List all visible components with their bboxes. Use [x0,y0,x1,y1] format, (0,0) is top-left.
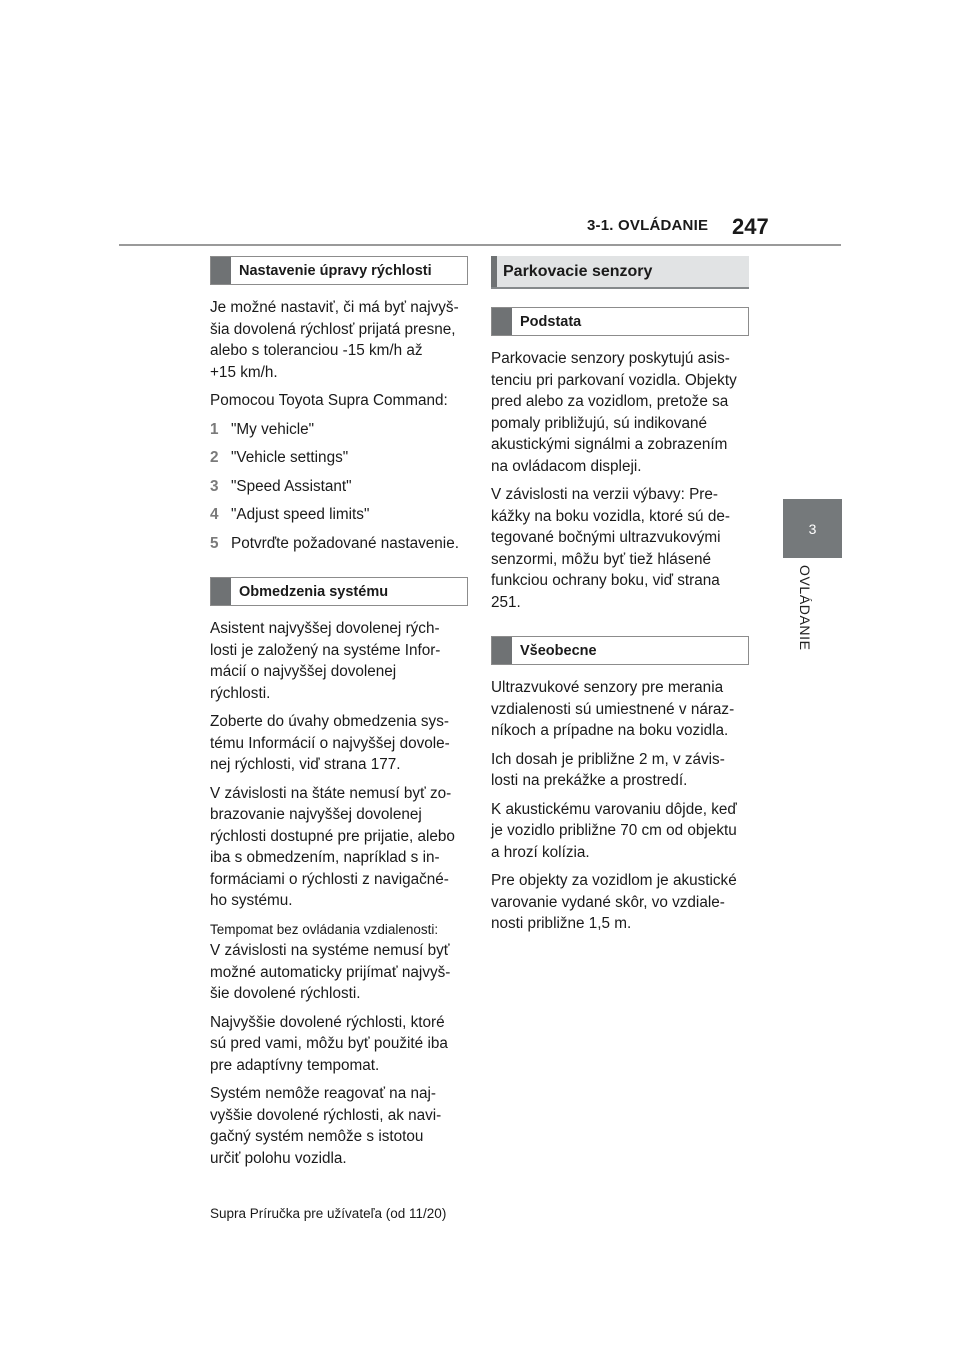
heading-label: Nastavenie úpravy rýchlosti [239,262,432,279]
heading-marker [211,257,231,284]
heading-label: Parkovacie senzory [503,262,653,280]
section-heading [491,256,749,289]
paragraph: Ich dosah je približne 2 m, v závis- losti na prekážke a prostredí. [491,750,725,789]
section-header: 3-1. OVLÁDANIE [587,217,709,234]
header-rule [119,244,841,246]
heading-label: Všeobecne [520,642,597,659]
paragraph: Ultrazvukové senzory pre merania vzdialenosti sú umiestnené v náraz- níkoch a prípadne na boku vozidla. [491,679,735,739]
step-item: 5 Potvrďte požadované nastavenie. [210,534,459,552]
chapter-number: 3 [808,520,817,537]
heading-marker [492,637,512,664]
paragraph: Zoberte do úvahy obmedzenia sys- tému Informácií o najvyššej dovole- nej rýchlosti, viď strana 177. [210,713,450,773]
paragraph: Pre objekty za vozidlom je akustické varovanie vydané skôr, vo vzdiale- nosti približne 1,5 m. [491,872,737,932]
paragraph: V závislosti na verzii výbavy: Pre- kážky na boku vozidla, ktoré sú de- tegované bočnými ultrazvukovými senzormi, môžu byť tiež hlásené funkciou ochrany boku, viď strana 251. [491,486,730,611]
paragraph: V závislosti na štáte nemusí byť zo- brazovanie najvyššej dovolenej rýchlosti dostupné pre prijatie, alebo iba s obmedzením, napríklad s in- formáciami o rýchlosti z navigačné- ho systému. [210,784,455,909]
step-item: 2 "Vehicle settings" [210,449,349,466]
left-column [210,256,468,1176]
step-item: 4 "Adjust speed limits" [210,506,370,523]
paragraph: K akustickému varovaniu dôjde, keď je vozidlo približne 70 cm od objektu a hrozí kolízia. [491,800,737,861]
step-item: 1 "My vehicle" [210,420,315,438]
right-column [491,256,749,942]
paragraph: Parkovacie senzory poskytujú asis- tenciu pri parkovaní vozidla. Objekty pred alebo za vozidlom, pretože sa pomaly približujú, sú indikované akustickými signálmi a zobrazením na ovládacom displeji. [491,350,737,475]
paragraph: Asistent najvyššej dovolenej rých- losti je založený na systéme Infor- mácií o najvyššej dovolenej rýchlosti. [210,620,441,702]
note-label: Tempomat bez ovládania vzdialenosti: [210,921,439,937]
page-number: 247 [732,214,769,239]
chapter-tab [783,499,842,558]
paragraph: Systém nemôže reagovať na naj- vyššie dovolené rýchlosti, ak navi- gačný systém nemôže s istotou určiť polohu vozidla. [210,1085,442,1167]
subsection-heading [210,577,468,606]
step-item: 3 "Speed Assistant" [210,477,352,495]
heading-marker [492,308,512,335]
footer-text: Supra Príručka pre užívateľa (od 11/20) [210,1206,447,1221]
subsection-heading [491,636,749,665]
heading-label: Podstata [520,313,582,330]
paragraph: Pomocou Toyota Supra Command: [210,392,448,409]
heading-marker [211,578,231,605]
subsection-heading [210,256,468,285]
paragraph: V závislosti na systéme nemusí byť možné automaticky prijímať najvyš- šie dovolené rýchlosti. [210,942,451,1002]
heading-label: Obmedzenia systému [239,583,389,600]
chapter-label: OVLÁDANIE [797,565,813,651]
paragraph: Najvyššie dovolené rýchlosti, ktoré sú pred vami, môžu byť použité iba pre adaptívny tempomat. [210,1013,448,1074]
paragraph: Je možné nastaviť, či má byť najvyš- šia dovolená rýchlosť prijatá presne, alebo s toleranciou -15 km/h až +15 km/h. [210,299,459,381]
subsection-heading [491,307,749,336]
